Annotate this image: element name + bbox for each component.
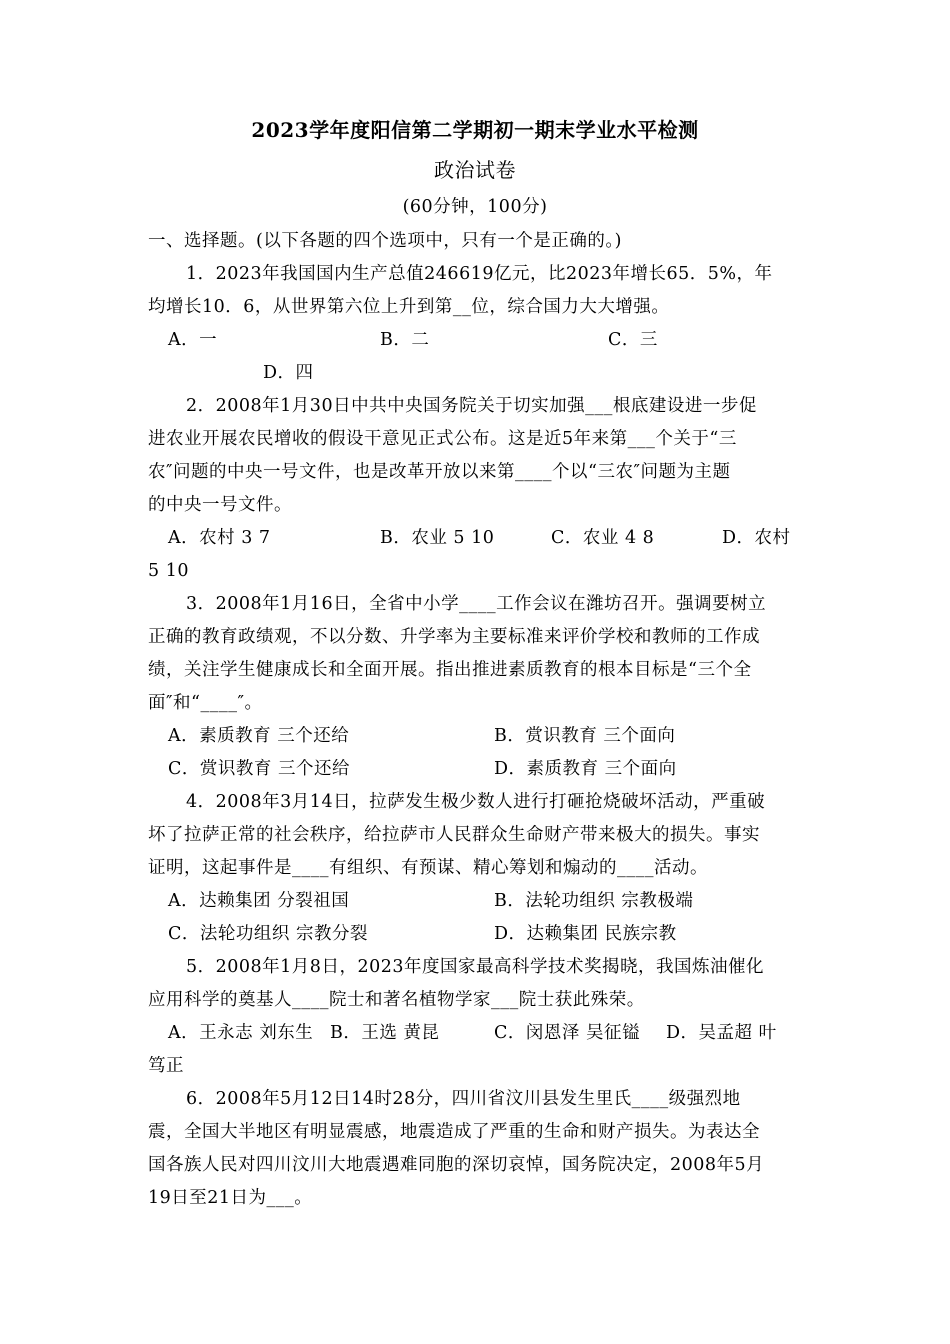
q4-line-1: 4．2008年3月14日，拉萨发生极少数人进行打砸抢烧破坏活动，严重破	[186, 792, 766, 812]
q5-option-d-cont: 笃正	[148, 1056, 184, 1076]
q5-option-b: B．王选 黄昆	[330, 1023, 440, 1043]
q3-option-b: B．赏识教育 三个面向	[494, 726, 676, 746]
exam-duration-score: (60分钟，100分)	[402, 197, 548, 217]
exam-subtitle: 政治试卷	[434, 158, 516, 182]
q2-option-d-cont: 5 10	[148, 561, 189, 581]
q2-line-2: 进农业开展农民增收的假设干意见正式公布。这是近5年来第___个关于“三	[148, 429, 737, 449]
q4-option-b: B．法轮功组织 宗教极端	[494, 891, 694, 911]
q4-option-a: A．达赖集团 分裂祖国	[168, 891, 350, 911]
q2-line-1: 2．2008年1月30日中共中央国务院关于切实加强___根底建设进一步促	[186, 396, 757, 416]
q5-option-c: C．闵恩泽 吴征镒	[494, 1023, 640, 1043]
q2-option-a: A．农村 3 7	[168, 528, 271, 548]
q5-line-2: 应用科学的奠基人____院士和著名植物学家___院士获此殊荣。	[148, 990, 645, 1010]
q4-option-c: C．法轮功组织 宗教分裂	[168, 924, 368, 944]
q5-option-a: A．王永志 刘东生	[168, 1023, 314, 1043]
q5-option-d: D．吴孟超 叶	[666, 1023, 777, 1043]
q6-line-1: 6．2008年5月12日14时28分，四川省汶川县发生里氏____级强烈地	[186, 1089, 741, 1109]
q1-option-a: A．一	[168, 330, 218, 350]
q3-line-4: 面″和“____″。	[148, 693, 263, 713]
q3-line-1: 3．2008年1月16日，全省中小学____工作会议在潍坊召开。强调要树立	[186, 594, 767, 614]
q6-line-3: 国各族人民对四川汶川大地震遇难同胞的深切哀悼，国务院决定，2008年5月	[148, 1155, 765, 1175]
q2-option-b: B．农业 5 10	[380, 528, 495, 548]
q2-option-d: D．农村	[722, 528, 791, 548]
exam-title: 2023学年度阳信第二学期初一期末学业水平检测	[251, 118, 699, 142]
q2-line-4: 的中央一号文件。	[148, 495, 292, 515]
q3-line-2: 正确的教育政绩观，不以分数、升学率为主要标准来评价学校和教师的工作成	[148, 627, 760, 647]
q1-line-2: 均增长10．6，从世界第六位上升到第__位，综合国力大大增强。	[148, 297, 670, 317]
q3-option-d: D．素质教育 三个面向	[494, 759, 677, 779]
q4-option-d: D．达赖集团 民族宗教	[494, 924, 677, 944]
q5-line-1: 5．2008年1月8日，2023年度国家最高科学技术奖揭晓，我国炼油催化	[186, 957, 764, 977]
q4-line-2: 坏了拉萨正常的社会秩序，给拉萨市人民群众生命财产带来极大的损失。事实	[148, 825, 760, 845]
q2-line-3: 农″问题的中央一号文件，也是改革开放以来第____个以“三农″问题为主题	[148, 462, 731, 482]
q1-option-d: D．四	[263, 363, 314, 383]
q3-line-3: 绩，关注学生健康成长和全面开展。指出推进素质教育的根本目标是“三个全	[148, 660, 752, 680]
q1-line-1: 1．2023年我国国内生产总值246619亿元，比2023年增长65．5%，年	[186, 264, 773, 284]
q1-option-b: B．二	[380, 330, 430, 350]
q3-option-c: C．赏识教育 三个还给	[168, 759, 350, 779]
section-heading: 一、选择题。(以下各题的四个选项中，只有一个是正确的。)	[148, 231, 622, 251]
q3-option-a: A．素质教育 三个还给	[168, 726, 350, 746]
q6-line-4: 19日至21日为___。	[148, 1188, 313, 1208]
q6-line-2: 震，全国大半地区有明显震感，地震造成了严重的生命和财产损失。为表达全	[148, 1122, 760, 1142]
q1-option-c: C．三	[608, 330, 658, 350]
q4-line-3: 证明，这起事件是____有组织、有预谋、精心筹划和煽动的____活动。	[148, 858, 708, 878]
q2-option-c: C．农业 4 8	[551, 528, 655, 548]
